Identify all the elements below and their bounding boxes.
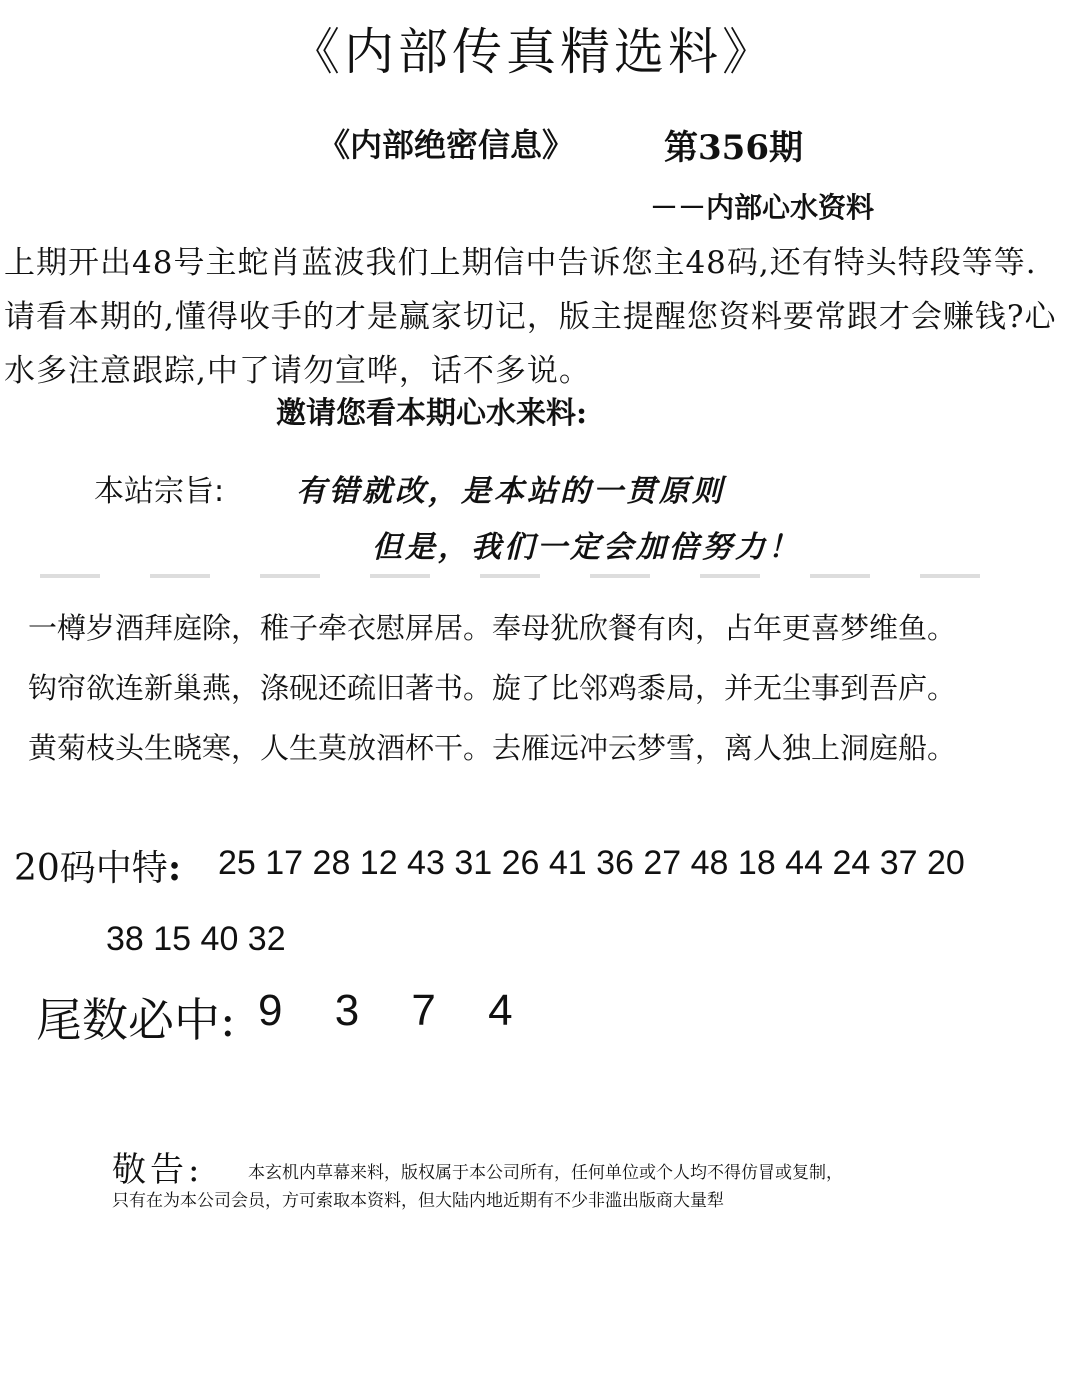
invite-line: 邀请您看本期心水来料: — [276, 396, 588, 431]
picks-label — [14, 840, 181, 891]
notice-line-1: 本玄机内草幕来料，版权属于本公司所有，任何单位或个人均不得仿冒或复制， — [248, 1163, 843, 1183]
tail-label — [36, 984, 236, 1050]
tenet-line-2: 但是，我们一定会加倍努力！ — [372, 530, 801, 565]
issue-number: 第356期 — [664, 128, 803, 168]
tenet-line-1: 有错就改，是本站的一贯原则 — [296, 474, 725, 509]
picks-colon: : — [167, 847, 182, 889]
tenet-label: 本站宗旨: — [94, 474, 225, 509]
poem-line-1: 一樽岁酒拜庭除，稚子牵衣慰屏居。奉母犹欣餐有肉，占年更喜梦维鱼。 — [28, 611, 957, 645]
tail-digits: 9 3 7 4 — [258, 986, 533, 1035]
tail-colon: : — [220, 993, 236, 1047]
page-title: 《内部传真精选料》 — [290, 23, 776, 81]
poem-line-2: 钩帘欲连新巢燕，涤砚还疏旧著书。旋了比邻鸡黍局，并无尘事到吾庐。 — [28, 671, 957, 705]
subtitle: 《内部绝密信息》 — [318, 126, 575, 164]
picks-numbers-line-1: 25 17 28 12 43 31 26 41 36 27 48 18 44 24 37 20 — [218, 844, 965, 882]
poem-line-3: 黄菊枝头生晓寒，人生莫放酒杯干。去雁远冲云梦雪，离人独上洞庭船。 — [28, 731, 957, 765]
notice-label: 敬告: — [112, 1150, 204, 1190]
picks-label-text: 20码中特 — [14, 848, 168, 889]
tail-label-text: 尾数必中 — [36, 993, 220, 1047]
notice-line-2: 只有在为本公司会员，方可索取本资料，但大陆内地近期有不少非滥出版商大量犁 — [112, 1191, 724, 1211]
source-line: －－内部心水资料 — [650, 191, 875, 224]
divider — [40, 574, 1000, 578]
intro-paragraph: 上期开出48号主蛇肖蓝波我们上期信中告诉您主48码,还有特头特段等等.请看本期的,懂得收手的才是赢家切记，版主提醒您资料要常跟才会赚钱?心水多注意跟踪,中了请勿宣哗，话不多说。 — [4, 245, 1057, 389]
picks-numbers-line-2: 38 15 40 32 — [106, 920, 286, 958]
